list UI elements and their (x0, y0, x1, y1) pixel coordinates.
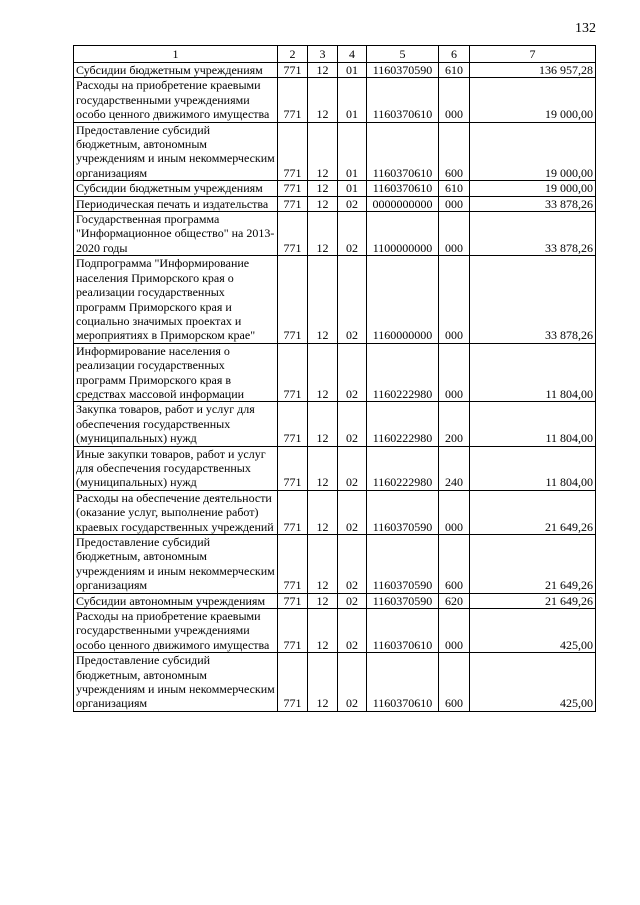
table-row (74, 609, 596, 653)
row-ved: 771 (278, 490, 308, 534)
row-pr: 01 (338, 122, 367, 181)
row-ved: 771 (278, 593, 308, 608)
table-row (74, 446, 596, 490)
table-row (74, 593, 596, 608)
row-vr: 600 (439, 535, 470, 594)
row-csr: 1160222980 (367, 343, 439, 402)
row-name: Предоставление субсидий бюджетным, автономным учреждениям и иным некоммерческим организациям (74, 122, 278, 181)
header-col-6: 6 (439, 46, 470, 63)
row-vr: 000 (439, 609, 470, 653)
row-pr: 01 (338, 63, 367, 78)
row-name: Субсидии автономным учреждениям (74, 593, 278, 608)
row-csr: 1160370610 (367, 653, 439, 712)
row-sum: 11 804,00 (470, 343, 596, 402)
row-vr: 240 (439, 446, 470, 490)
row-rz: 12 (308, 78, 338, 122)
table-row (74, 196, 596, 211)
row-ved: 771 (278, 212, 308, 256)
row-vr: 600 (439, 122, 470, 181)
row-ved: 771 (278, 343, 308, 402)
table-row (74, 343, 596, 402)
row-pr: 01 (338, 78, 367, 122)
row-name: Государственная программа "Информационное общество" на 2013-2020 годы (74, 212, 278, 256)
row-rz: 12 (308, 535, 338, 594)
row-name: Субсидии бюджетным учреждениям (74, 181, 278, 196)
row-pr: 01 (338, 181, 367, 196)
row-rz: 12 (308, 343, 338, 402)
table-row (74, 490, 596, 534)
row-ved: 771 (278, 609, 308, 653)
row-rz: 12 (308, 181, 338, 196)
row-vr: 000 (439, 78, 470, 122)
row-sum: 21 649,26 (470, 593, 596, 608)
row-vr: 000 (439, 343, 470, 402)
table-row (74, 402, 596, 446)
row-name: Периодическая печать и издательства (74, 196, 278, 211)
row-ved: 771 (278, 446, 308, 490)
row-csr: 1160370590 (367, 490, 439, 534)
row-ved: 771 (278, 256, 308, 343)
row-vr: 610 (439, 63, 470, 78)
row-ved: 771 (278, 181, 308, 196)
row-rz: 12 (308, 256, 338, 343)
row-pr: 02 (338, 212, 367, 256)
row-sum: 19 000,00 (470, 78, 596, 122)
row-name: Предоставление субсидий бюджетным, автономным учреждениям и иным некоммерческим организациям (74, 653, 278, 712)
row-ved: 771 (278, 535, 308, 594)
table-body (74, 63, 596, 712)
row-name: Предоставление субсидий бюджетным, автономным учреждениям и иным некоммерческим организациям (74, 535, 278, 594)
table-header (74, 46, 596, 63)
row-csr: 1160370590 (367, 593, 439, 608)
table-row (74, 122, 596, 181)
header-col-3: 3 (308, 46, 338, 63)
row-rz: 12 (308, 63, 338, 78)
row-sum: 19 000,00 (470, 181, 596, 196)
row-rz: 12 (308, 593, 338, 608)
row-ved: 771 (278, 402, 308, 446)
row-rz: 12 (308, 122, 338, 181)
row-vr: 000 (439, 490, 470, 534)
row-csr: 1160370610 (367, 122, 439, 181)
row-sum: 11 804,00 (470, 446, 596, 490)
row-pr: 02 (338, 490, 367, 534)
header-col-1: 1 (74, 46, 278, 63)
row-vr: 000 (439, 256, 470, 343)
row-pr: 02 (338, 343, 367, 402)
row-name: Иные закупки товаров, работ и услуг для обеспечения государственных (муниципальных) нужд (74, 446, 278, 490)
row-csr: 1160370610 (367, 78, 439, 122)
row-sum: 19 000,00 (470, 122, 596, 181)
row-sum: 33 878,26 (470, 256, 596, 343)
row-sum: 425,00 (470, 653, 596, 712)
row-rz: 12 (308, 196, 338, 211)
row-name: Подпрограмма "Информирование населения Приморского края о реализации государственных программ Приморского края и социально значимых проектах и мероприятиях в Приморском крае" (74, 256, 278, 343)
row-rz: 12 (308, 212, 338, 256)
row-vr: 000 (439, 196, 470, 211)
row-ved: 771 (278, 122, 308, 181)
row-csr: 1160370590 (367, 63, 439, 78)
table-row (74, 256, 596, 343)
row-rz: 12 (308, 402, 338, 446)
row-name: Расходы на обеспечение деятельности (оказание услуг, выполнение работ) краевых государственных учреждений (74, 490, 278, 534)
row-vr: 620 (439, 593, 470, 608)
row-csr: 1160222980 (367, 402, 439, 446)
row-ved: 771 (278, 63, 308, 78)
header-col-4: 4 (338, 46, 367, 63)
row-name: Расходы на приобретение краевыми государственными учреждениями особо ценного движимого имущества (74, 609, 278, 653)
row-vr: 200 (439, 402, 470, 446)
budget-table (73, 45, 596, 712)
table-row (74, 63, 596, 78)
row-csr: 1160370610 (367, 609, 439, 653)
header-col-7: 7 (470, 46, 596, 63)
table-row (74, 212, 596, 256)
row-sum: 33 878,26 (470, 196, 596, 211)
row-sum: 425,00 (470, 609, 596, 653)
row-csr: 0000000000 (367, 196, 439, 211)
row-pr: 02 (338, 653, 367, 712)
row-pr: 02 (338, 446, 367, 490)
row-rz: 12 (308, 653, 338, 712)
row-name: Информирование населения о реализации государственных программ Приморского края в средствах массовой информации (74, 343, 278, 402)
table-row (74, 653, 596, 712)
row-sum: 136 957,28 (470, 63, 596, 78)
page-number: 132 (575, 21, 596, 36)
row-ved: 771 (278, 653, 308, 712)
table-row (74, 78, 596, 122)
table-row (74, 535, 596, 594)
row-rz: 12 (308, 609, 338, 653)
row-pr: 02 (338, 196, 367, 211)
row-pr: 02 (338, 609, 367, 653)
row-vr: 000 (439, 212, 470, 256)
row-sum: 11 804,00 (470, 402, 596, 446)
row-sum: 21 649,26 (470, 535, 596, 594)
row-csr: 1160370590 (367, 535, 439, 594)
row-vr: 600 (439, 653, 470, 712)
row-name: Субсидии бюджетным учреждениям (74, 63, 278, 78)
row-csr: 1160370610 (367, 181, 439, 196)
table-row (74, 181, 596, 196)
row-pr: 02 (338, 535, 367, 594)
row-rz: 12 (308, 490, 338, 534)
row-pr: 02 (338, 256, 367, 343)
row-csr: 1160222980 (367, 446, 439, 490)
row-rz: 12 (308, 446, 338, 490)
row-name: Расходы на приобретение краевыми государственными учреждениями особо ценного движимого имущества (74, 78, 278, 122)
row-csr: 1100000000 (367, 212, 439, 256)
row-sum: 33 878,26 (470, 212, 596, 256)
header-col-2: 2 (278, 46, 308, 63)
row-ved: 771 (278, 78, 308, 122)
row-sum: 21 649,26 (470, 490, 596, 534)
row-pr: 02 (338, 593, 367, 608)
header-col-5: 5 (367, 46, 439, 63)
row-name: Закупка товаров, работ и услуг для обеспечения государственных (муниципальных) нужд (74, 402, 278, 446)
header-row (74, 46, 596, 63)
row-csr: 1160000000 (367, 256, 439, 343)
row-ved: 771 (278, 196, 308, 211)
row-vr: 610 (439, 181, 470, 196)
row-pr: 02 (338, 402, 367, 446)
